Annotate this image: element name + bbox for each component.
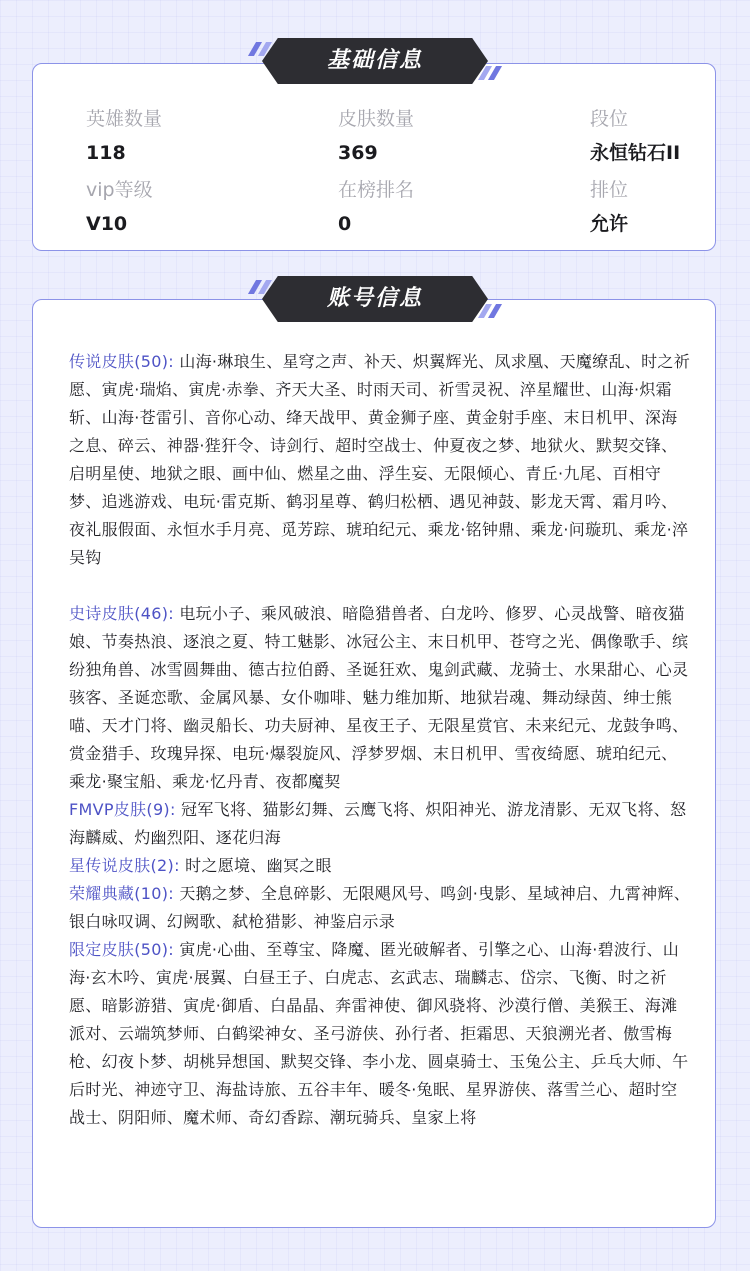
account-info-banner	[248, 276, 502, 322]
stat-label-hero-count: 英雄数量	[86, 108, 163, 130]
stat-value-vip-level: V10	[86, 213, 128, 235]
stat-label-rank-tier: 段位	[590, 108, 629, 130]
stat-label-ranked: 排位	[590, 179, 629, 201]
stat-value-hero-count: 118	[86, 142, 126, 164]
skin-category-list	[69, 348, 693, 1132]
account-info-title: 账号信息	[326, 286, 423, 311]
stat-value-skin-count: 369	[338, 142, 378, 164]
basic-info-grid	[86, 102, 730, 244]
skin-category-epic	[69, 600, 693, 796]
stat-label-vip-level: vip等级	[86, 179, 153, 201]
skin-category-glory-collection	[69, 880, 693, 936]
category-items: 寅虎·心曲、至尊宝、降魔、匿光破解者、引擎之心、山海·碧波行、山海·玄木吟、寅虎·展翼、白昼王子、白虎志、玄武志、瑞麟志、岱宗、飞衡、时之祈愿、暗影游猎、寅虎·御盾、白晶晶、奔雷神使、御风骁将、沙漠行僧、美猴王、海滩派对、云端筑梦师、白鹤梁神女、圣弓游侠、孙行者、拒霜思、天狼溯光者、傲雪梅枪、幻夜卜梦、胡桃异想国、默契交锋、李小龙、圆桌骑士、玉兔公主、乒乓大师、午后时光、神迹守卫、海盐诗旅、五谷丰年、暖冬·兔眠、星界游侠、落雪兰心、超时空战士、阴阳师、魔术师、奇幻香踪、潮玩骑兵、皇家上将	[69, 940, 689, 1127]
category-items: 时之愿境、幽冥之眼	[179, 856, 332, 875]
skin-category-fmvp	[69, 796, 693, 852]
basic-info-card	[32, 63, 716, 251]
stat-value-leaderboard: 0	[338, 213, 352, 235]
category-label: 史诗皮肤(46):	[69, 604, 174, 623]
category-items: 天鹅之梦、全息碎影、无限飓风号、鸣剑·曳影、星域神启、九霄神辉、银白咏叹调、幻阙歌、弑枪猎影、神鉴启示录	[69, 884, 691, 931]
stat-value-rank-tier: 永恒钻石II	[590, 142, 681, 164]
basic-info-title: 基础信息	[326, 48, 423, 73]
account-info-card	[32, 299, 716, 1228]
stat-value-ranked: 允许	[590, 213, 629, 235]
category-label: 传说皮肤(50):	[69, 352, 174, 371]
category-items: 电玩小子、乘风破浪、暗隐猎兽者、白龙吟、修罗、心灵战警、暗夜猫娘、节奏热浪、逐浪之夏、特工魅影、冰冠公主、末日机甲、苍穹之光、偶像歌手、缤纷独角兽、冰雪圆舞曲、德古拉伯爵、圣诞狂欢、鬼剑武藏、龙骑士、水果甜心、心灵骇客、圣诞恋歌、金属风暴、女仆咖啡、魅力维加斯、地狱岩魂、舞动绿茵、绅士熊喵、天才门将、幽灵船长、功夫厨神、星夜王子、无限星赏官、未来纪元、龙鼓争鸣、赏金猎手、玫瑰异探、电玩·爆裂旋风、浮梦罗烟、末日机甲、雪夜绮愿、琥珀纪元、乘龙·聚宝船、乘龙·忆丹青、夜都魔契	[69, 604, 689, 791]
skin-category-star-legendary	[69, 852, 693, 880]
skin-category-legendary	[69, 348, 693, 572]
stat-label-skin-count: 皮肤数量	[338, 108, 415, 130]
category-label: 荣耀典藏(10):	[69, 884, 174, 903]
stat-label-leaderboard: 在榜排名	[338, 179, 415, 201]
category-label: 限定皮肤(50):	[69, 940, 174, 959]
basic-info-banner	[248, 38, 502, 84]
category-label: 星传说皮肤(2):	[69, 856, 180, 875]
skin-category-limited	[69, 936, 693, 1132]
category-items: 冠军飞将、猫影幻舞、云鹰飞将、炽阳神光、游龙清影、无双飞将、怒海麟威、灼幽烈阳、逐花归海	[69, 800, 687, 847]
category-items: 山海·琳琅生、星穹之声、补天、炽翼辉光、凤求凰、天魔缭乱、时之祈愿、寅虎·瑞焰、寅虎·赤拳、齐天大圣、时雨天司、祈雪灵祝、淬星耀世、山海·炽霜斩、山海·苍雷引、音你心动、绛天战甲、黄金狮子座、黄金射手座、末日机甲、深海之息、碎云、神器·狴犴令、诗剑行、超时空战士、仲夏夜之梦、地狱火、默契交锋、启明星使、地狱之眼、画中仙、燃星之曲、浮生妄、无限倾心、青丘·九尾、百相守梦、追逃游戏、电玩·雷克斯、鹤羽星尊、鹤归松栖、遇见神鼓、影龙天霄、霜月吟、夜礼服假面、永恒水手月亮、觅芳踪、琥珀纪元、乘龙·铭钟鼎、乘龙·问璇玑、乘龙·淬吴钩	[69, 352, 691, 567]
category-label: FMVP皮肤(9):	[69, 800, 176, 819]
